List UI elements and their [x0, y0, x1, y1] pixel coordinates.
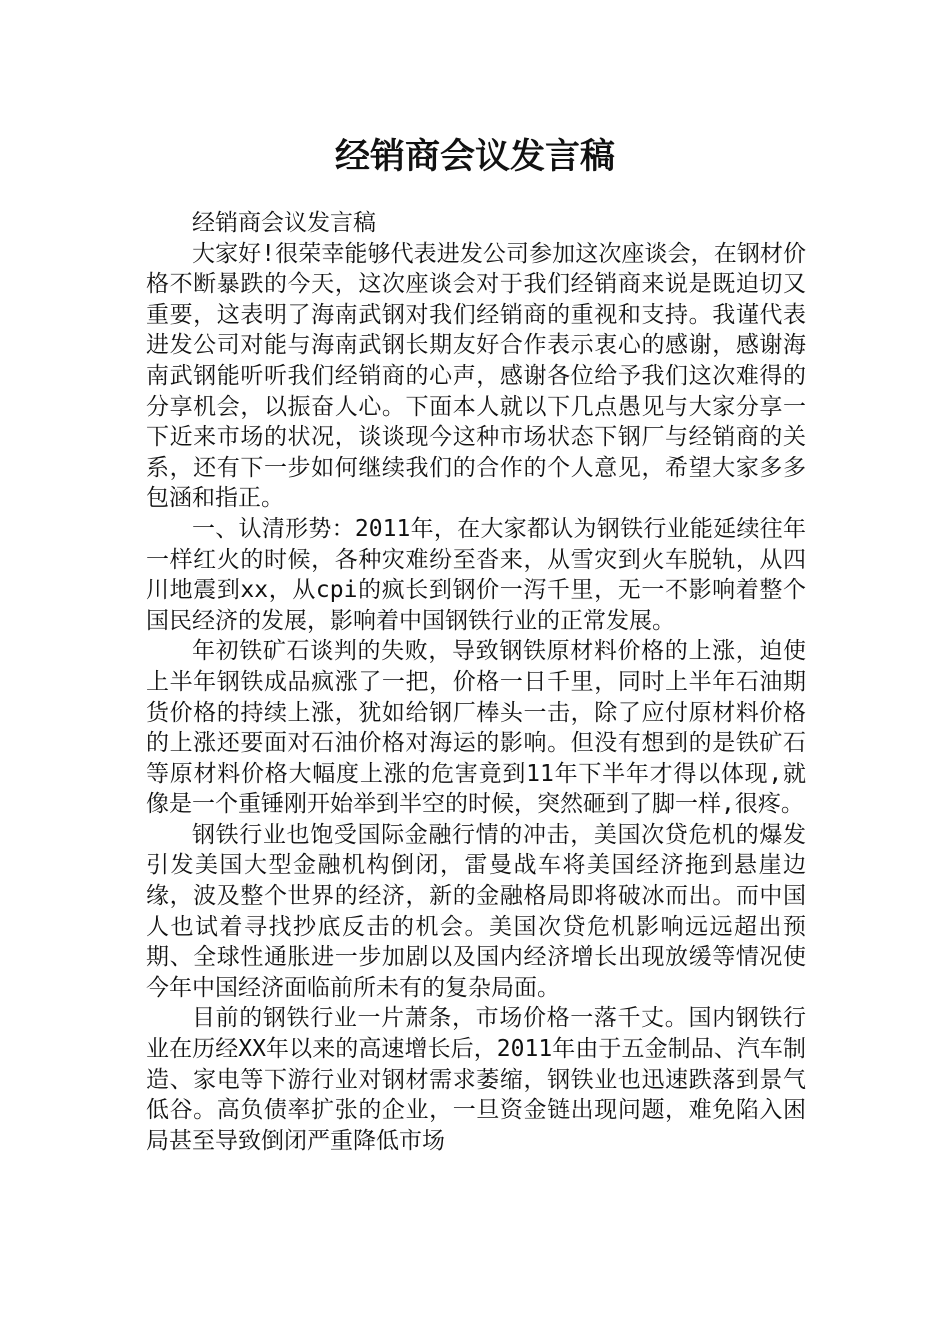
paragraph-heading: 经销商会议发言稿 — [192, 210, 376, 236]
paragraph: 一、认清形势：2011年，在大家都认为钢铁行业能延续往年一样红火的时候，各种灾难纷至沓来，从雪灾到火车脱轨，从四川地震到xx，从cpi的疯长到钢价一泻千里，无一不影响着整个国民经济的发展，影响着中国钢铁行业的正常发展。 — [146, 515, 806, 634]
paragraph: 钢铁行业也饱受国际金融行情的冲击，美国次贷危机的爆发引发美国大型金融机构倒闭，雷曼战车将美国经济拖到悬崖边缘，波及整个世界的经济，新的金融格局即将破冰而出。而中国人也试着寻找抄底反击的机会。美国次贷危机影响远远超出预期、全球性通胀进一步加剧以及国内经济增长出现放缓等情况使今年中国经济面临前所未有的复杂局面。 — [146, 821, 806, 1001]
paragraph: 大家好!很荣幸能够代表进发公司参加这次座谈会，在钢材价格不断暴跌的今天，这次座谈会对于我们经销商来说是既迫切又重要，这表明了海南武钢对我们经销商的重视和支持。我谨代表进发公司对能与海南武钢长期友好合作表示衷心的感谢，感谢海南武钢能听听我们经销商的心声，感谢各位给予我们这次难得的分享机会，以振奋人心。下面本人就以下几点愚见与大家分享一下近来市场的状况，谈谈现今这种市场状态下钢厂与经销商的关系，还有下一步如何继续我们的合作的个人意见，希望大家多多包涵和指正。 — [146, 240, 806, 512]
paragraph: 目前的钢铁行业一片萧条，市场价格一落千丈。国内钢铁行业在历经XX年以来的高速增长后，2011年由于五金制品、汽车制造、家电等下游行业对钢材需求萎缩，钢铁业也迅速跌落到景气低谷。高负债率扩张的企业，一旦资金链出现问题，难免陷入困局甚至导致倒闭严重降低市场 — [146, 1005, 806, 1154]
document-body — [146, 208, 806, 1156]
document-title: 经销商会议发言稿 — [334, 136, 615, 177]
paragraph: 年初铁矿石谈判的失败，导致钢铁原材料价格的上涨，迫使上半年钢铁成品疯涨了一把，价格一日千里，同时上半年石油期货价格的持续上涨，犹如给钢厂棒头一击，除了应付原材料价格的上涨还要面对石油价格对海运的影响。但没有想到的是铁矿石等原材料价格大幅度上涨的危害竟到11年下半年才得以体现,就像是一个重锤刚开始举到半空的时候，突然砸到了脚一样,很疼。 — [146, 638, 806, 818]
